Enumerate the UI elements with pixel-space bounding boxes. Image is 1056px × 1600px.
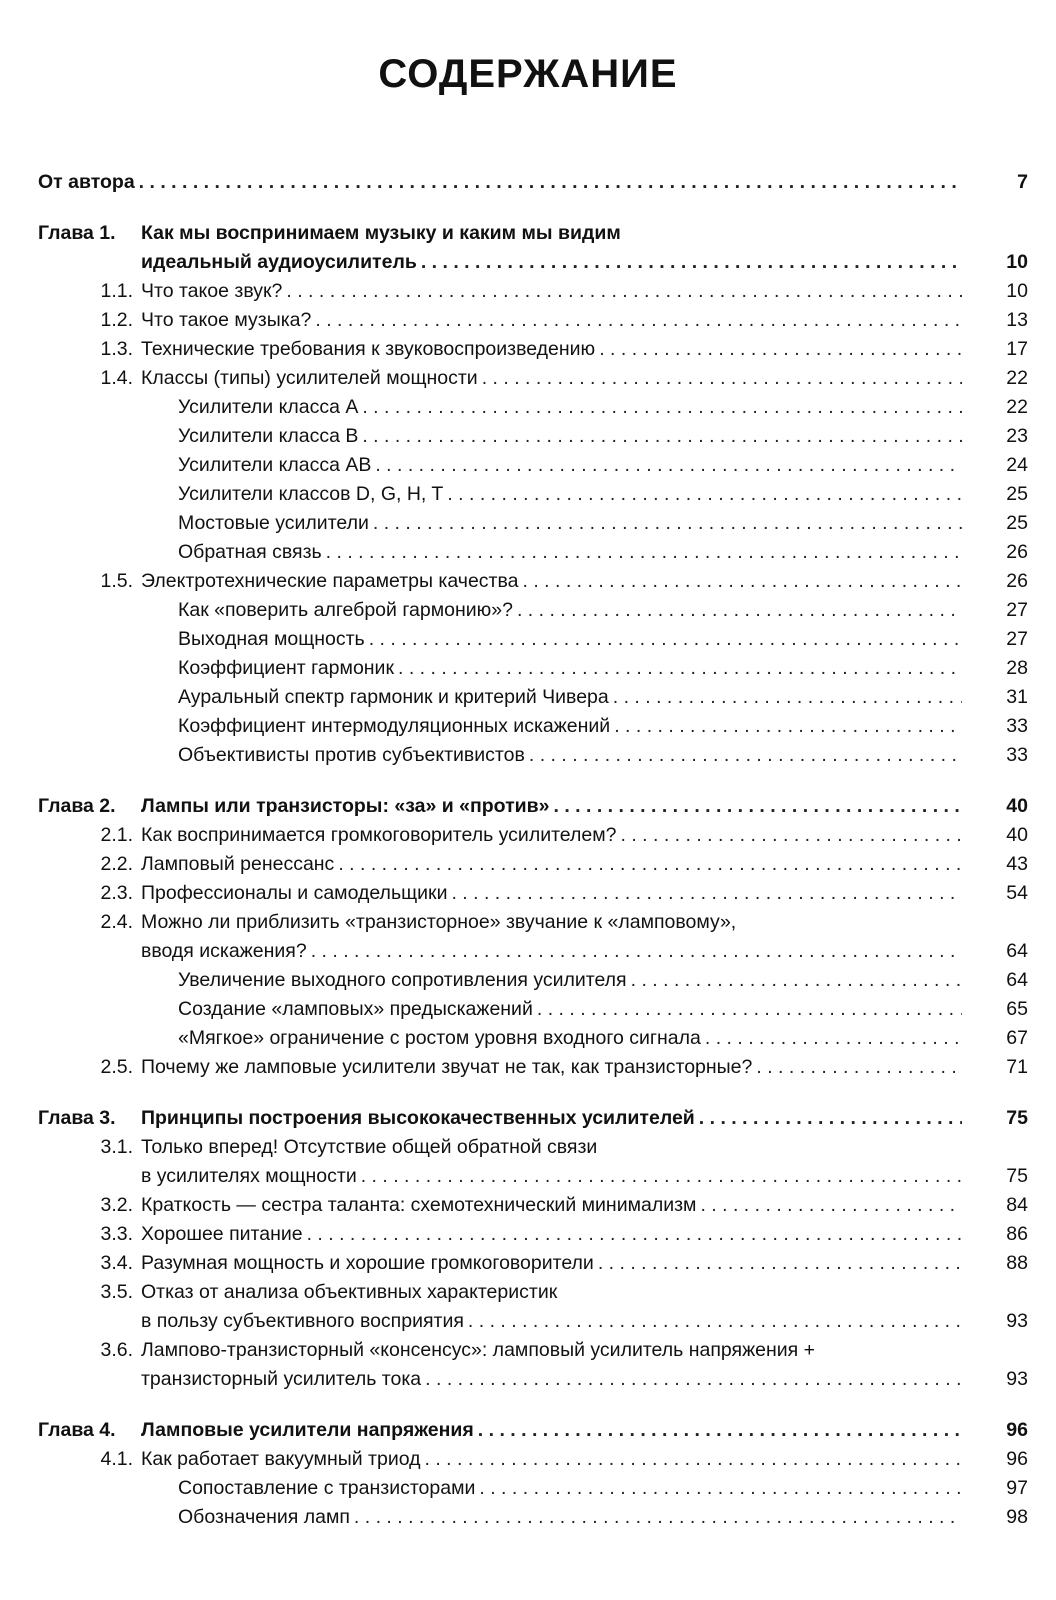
toc-entry-title: Краткость — сестра таланта: схемотехнический минимализм — [141, 1194, 697, 1216]
toc-entry-page-number: 96 — [1006, 1448, 1028, 1470]
toc-entry-number: 1.4. — [100, 367, 133, 389]
dot-leader — [338, 850, 962, 879]
toc-entry — [38, 683, 1028, 712]
toc-entry-page-number: 31 — [1006, 686, 1028, 708]
toc-entry-number: 3.1. — [100, 1136, 133, 1158]
dot-leader — [613, 683, 962, 712]
toc-entry-title: Как мы воспринимаем музыку и каким мы видим — [141, 222, 621, 244]
dot-leader — [599, 335, 962, 364]
toc-entry — [38, 879, 1028, 908]
toc-entry — [38, 1104, 1028, 1133]
toc-entry — [38, 1474, 1028, 1503]
toc-entry — [38, 1336, 1028, 1365]
toc-entry-title: Увеличение выходного сопротивления усилителя — [178, 969, 627, 991]
dot-leader — [553, 792, 962, 821]
toc-entry — [38, 1191, 1028, 1220]
toc-entry-title: Выходная мощность — [178, 628, 365, 650]
toc-entry — [38, 567, 1028, 596]
toc-entry-page-number: 96 — [1006, 1419, 1028, 1441]
toc-entry — [38, 219, 1028, 248]
toc-entry-title: Ламповые усилители напряжения — [141, 1419, 474, 1441]
toc-entry-page-number: 84 — [1006, 1194, 1028, 1216]
toc-entry — [38, 995, 1028, 1024]
toc-entry — [38, 625, 1028, 654]
toc-entry — [38, 451, 1028, 480]
dot-leader — [361, 1162, 962, 1191]
toc-entry-page-number: 67 — [1006, 1027, 1028, 1049]
dot-leader — [307, 1220, 962, 1249]
toc-entry — [38, 850, 1028, 879]
toc-entry-title: Хорошее питание — [141, 1223, 303, 1245]
dot-leader — [529, 741, 962, 770]
toc-entry-page-number: 17 — [1006, 338, 1028, 360]
toc-entry — [38, 1024, 1028, 1053]
toc-entry-page-number: 75 — [1006, 1165, 1028, 1187]
toc-entry-page-number: 24 — [1006, 454, 1028, 476]
toc-entry-number: 1.5. — [100, 570, 133, 592]
toc-entry-number: Глава 3. — [38, 1107, 116, 1129]
toc-entry-number: 3.5. — [100, 1281, 133, 1303]
dot-leader — [614, 712, 962, 741]
toc-entry-page-number: 25 — [1006, 512, 1028, 534]
toc-entry-title: вводя искажения? — [141, 940, 307, 962]
dot-leader — [139, 168, 962, 197]
toc-entry-title: Лампы или транзисторы: «за» и «против» — [141, 795, 550, 817]
toc-entry-title: Отказ от анализа объективных характеристик — [141, 1281, 558, 1303]
toc-entry-title: Как воспринимается громкоговоритель усилителем? — [141, 824, 617, 846]
toc-entry-page-number: 64 — [1006, 940, 1028, 962]
toc-entry-title: в усилителях мощности — [141, 1165, 357, 1187]
toc-entry-title: Что такое музыка? — [141, 309, 312, 331]
dot-leader — [699, 1104, 962, 1133]
toc-entry — [38, 937, 1028, 966]
toc-entry-page-number: 64 — [1006, 969, 1028, 991]
toc-entry — [38, 364, 1028, 393]
toc-entry-page-number: 10 — [1006, 280, 1028, 302]
toc-entry-title: Коэффициент гармоник — [178, 657, 394, 679]
toc-entry-page-number: 28 — [1006, 657, 1028, 679]
toc-entry-page-number: 25 — [1006, 483, 1028, 505]
dot-leader — [425, 1445, 962, 1474]
toc-entry-title: Профессионалы и самодельщики — [141, 882, 448, 904]
dot-leader — [447, 480, 962, 509]
dot-leader — [517, 596, 962, 625]
dot-leader — [286, 277, 962, 306]
toc-entry-title: Почему же ламповые усилители звучат не так, как транзисторные? — [141, 1056, 753, 1078]
toc-entry-page-number: 93 — [1006, 1310, 1028, 1332]
toc-entry — [38, 248, 1028, 277]
toc-entry — [38, 1365, 1028, 1394]
toc-entry-title: Усилители класса В — [178, 425, 359, 447]
toc-entry — [38, 168, 1028, 197]
table-of-contents — [38, 168, 1028, 1532]
toc-entry-title: Усилители класса АВ — [178, 454, 372, 476]
toc-entry-title: Лампово-транзисторный «консенсус»: ламповый усилитель напряжения + — [141, 1339, 815, 1361]
toc-entry — [38, 596, 1028, 625]
dot-leader — [451, 879, 962, 908]
toc-entry-page-number: 27 — [1006, 599, 1028, 621]
dot-leader — [315, 306, 962, 335]
toc-entry — [38, 480, 1028, 509]
dot-leader — [398, 654, 962, 683]
toc-entry-page-number: 13 — [1006, 309, 1028, 331]
toc-entry — [38, 1249, 1028, 1278]
toc-entry-number: 2.5. — [100, 1056, 133, 1078]
page-title: СОДЕРЖАНИЕ — [378, 52, 678, 96]
toc-entry-title: Усилители классов D, G, H, T — [178, 483, 444, 505]
toc-entry-number: 3.2. — [100, 1194, 133, 1216]
toc-entry-page-number: 26 — [1006, 541, 1028, 563]
toc-entry — [38, 712, 1028, 741]
dot-leader — [478, 1416, 962, 1445]
toc-entry — [38, 1503, 1028, 1532]
toc-entry-page-number: 75 — [1006, 1107, 1028, 1129]
toc-entry — [38, 335, 1028, 364]
toc-entry-page-number: 71 — [1006, 1056, 1028, 1078]
dot-leader — [537, 995, 962, 1024]
toc-entry — [38, 393, 1028, 422]
toc-entry-title: Только вперед! Отсутствие общей обратной связи — [141, 1136, 598, 1158]
toc-entry — [38, 1220, 1028, 1249]
toc-entry-page-number: 97 — [1006, 1477, 1028, 1499]
dot-leader — [756, 1053, 962, 1082]
toc-entry-title: Можно ли приблизить «транзисторное» звучание к «ламповому», — [141, 911, 737, 933]
toc-entry-page-number: 22 — [1006, 367, 1028, 389]
toc-entry — [38, 908, 1028, 937]
toc-entry — [38, 306, 1028, 335]
toc-entry-title: Как «поверить алгеброй гармонию»? — [178, 599, 513, 621]
dot-leader — [598, 1249, 962, 1278]
toc-entry-number: Глава 4. — [38, 1419, 116, 1441]
dot-leader — [311, 937, 962, 966]
toc-entry-title: транзисторный усилитель тока — [141, 1368, 422, 1390]
toc-entry-title: Объективисты против субъективистов — [178, 744, 525, 766]
toc-entry-page-number: 65 — [1006, 998, 1028, 1020]
dot-leader — [354, 1503, 962, 1532]
toc-entry — [38, 277, 1028, 306]
toc-entry — [38, 1162, 1028, 1191]
toc-entry-number: 1.1. — [100, 280, 133, 302]
toc-entry-number: 1.3. — [100, 338, 133, 360]
toc-entry-title: Принципы построения высококачественных усилителей — [141, 1107, 695, 1129]
toc-entry — [38, 422, 1028, 451]
dot-leader — [700, 1191, 962, 1220]
toc-entry-title: Создание «ламповых» предыскажений — [178, 998, 533, 1020]
dot-leader — [375, 451, 962, 480]
dot-leader — [369, 625, 962, 654]
toc-entry-title: «Мягкое» ограничение с ростом уровня входного сигнала — [178, 1027, 701, 1049]
toc-entry-number: 3.3. — [100, 1223, 133, 1245]
dot-leader — [373, 509, 962, 538]
toc-entry-number: 2.1. — [100, 824, 133, 846]
toc-entry — [38, 538, 1028, 567]
toc-entry-title: Ламповый ренессанс — [141, 853, 335, 875]
toc-entry-title: От автора — [38, 171, 135, 193]
toc-entry-page-number: 10 — [1006, 251, 1028, 273]
toc-entry-page-number: 7 — [1017, 171, 1028, 193]
toc-entry-number: Глава 1. — [38, 222, 116, 244]
dot-leader — [705, 1024, 962, 1053]
toc-entry — [38, 654, 1028, 683]
toc-entry — [38, 792, 1028, 821]
toc-entry-title: в пользу субъективного восприятия — [141, 1310, 464, 1332]
toc-entry-number: 2.3. — [100, 882, 133, 904]
toc-entry-title: Коэффициент интермодуляционных искажений — [178, 715, 611, 737]
toc-entry-title: Классы (типы) усилителей мощности — [141, 367, 478, 389]
dot-leader — [620, 821, 962, 850]
toc-entry-title: Что такое звук? — [141, 280, 283, 302]
toc-entry-page-number: 86 — [1006, 1223, 1028, 1245]
toc-entry-page-number: 43 — [1006, 853, 1028, 875]
toc-entry-page-number: 40 — [1006, 795, 1028, 817]
toc-entry-number: 3.4. — [100, 1252, 133, 1274]
toc-entry-title: Обозначения ламп — [178, 1506, 350, 1528]
toc-entry-title: Обратная связь — [178, 541, 322, 563]
toc-entry-page-number: 22 — [1006, 396, 1028, 418]
toc-entry-title: Мостовые усилители — [178, 512, 369, 534]
toc-entry-title: Усилители класса А — [178, 396, 359, 418]
toc-entry-title: Разумная мощность и хорошие громкоговорители — [141, 1252, 594, 1274]
toc-entry — [38, 821, 1028, 850]
dot-leader — [482, 364, 962, 393]
toc-entry-page-number: 27 — [1006, 628, 1028, 650]
toc-entry — [38, 509, 1028, 538]
dot-leader — [479, 1474, 962, 1503]
dot-leader — [326, 538, 962, 567]
toc-entry-page-number: 40 — [1006, 824, 1028, 846]
toc-entry-page-number: 98 — [1006, 1506, 1028, 1528]
toc-entry-number: 3.6. — [100, 1339, 133, 1361]
toc-entry — [38, 1053, 1028, 1082]
dot-leader — [362, 422, 962, 451]
toc-entry — [38, 1416, 1028, 1445]
toc-entry-page-number: 93 — [1006, 1368, 1028, 1390]
toc-entry-number: 2.4. — [100, 911, 133, 933]
toc-entry-page-number: 33 — [1006, 744, 1028, 766]
toc-entry-number: 4.1. — [100, 1448, 133, 1470]
toc-entry — [38, 741, 1028, 770]
dot-leader — [631, 966, 962, 995]
toc-entry — [38, 1133, 1028, 1162]
toc-entry-title: Как работает вакуумный триод — [141, 1448, 421, 1470]
toc-entry-page-number: 54 — [1006, 882, 1028, 904]
toc-entry-title: Технические требования к звуковоспроизведению — [141, 338, 596, 360]
dot-leader — [362, 393, 962, 422]
toc-entry — [38, 1278, 1028, 1307]
dot-leader — [468, 1307, 962, 1336]
toc-entry-title: идеальный аудиоусилитель — [141, 251, 417, 273]
dot-leader — [425, 1365, 962, 1394]
toc-entry-page-number: 23 — [1006, 425, 1028, 447]
toc-entry-page-number: 26 — [1006, 570, 1028, 592]
toc-entry-number: 2.2. — [100, 853, 133, 875]
toc-entry-number: 1.2. — [100, 309, 133, 331]
toc-entry-page-number: 33 — [1006, 715, 1028, 737]
toc-entry-page-number: 88 — [1006, 1252, 1028, 1274]
dot-leader — [522, 567, 962, 596]
toc-entry — [38, 966, 1028, 995]
dot-leader — [421, 248, 962, 277]
toc-entry — [38, 1307, 1028, 1336]
toc-entry — [38, 1445, 1028, 1474]
toc-entry-title: Сопоставление с транзисторами — [178, 1477, 476, 1499]
toc-entry-title: Ауральный спектр гармоник и критерий Чивера — [178, 686, 609, 708]
toc-entry-number: Глава 2. — [38, 795, 116, 817]
toc-entry-title: Электротехнические параметры качества — [141, 570, 519, 592]
